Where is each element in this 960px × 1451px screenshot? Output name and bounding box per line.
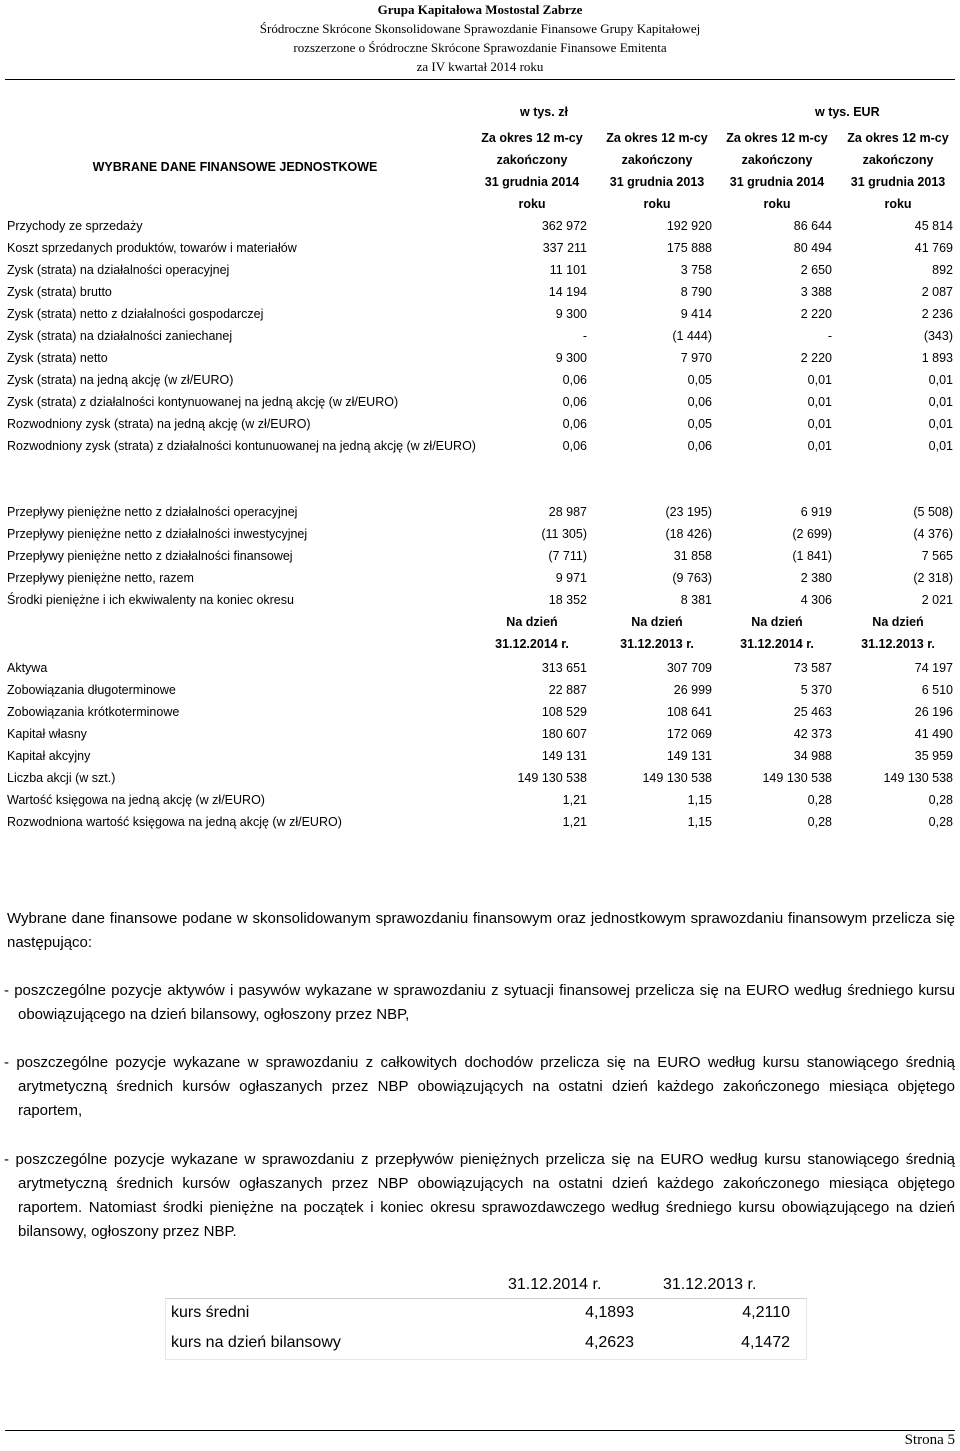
row-value-col4: 0,01 xyxy=(928,439,953,453)
table-row xyxy=(0,347,960,369)
row-value-col3: 149 130 538 xyxy=(762,771,832,785)
page-number: Strona 5 xyxy=(904,1432,955,1448)
row-value-col1: 362 972 xyxy=(541,219,587,233)
row-value-col3: 0,01 xyxy=(807,395,832,409)
table-row xyxy=(0,545,960,567)
row-value-col1: 9 971 xyxy=(555,571,587,585)
date-header-2 xyxy=(597,611,717,655)
row-label: Zysk (strata) na działalności operacyjnej xyxy=(7,263,230,277)
table-row xyxy=(0,391,960,413)
date-header-3 xyxy=(717,611,837,655)
row-value-col3: 4 306 xyxy=(800,593,832,607)
balance-date-headers xyxy=(0,611,960,657)
row-label: Kapitał własny xyxy=(7,727,87,741)
row-value-col3: 25 463 xyxy=(793,705,832,719)
row-label: Zobowiązania długoterminowe xyxy=(7,683,176,697)
report-period: za IV kwartał 2014 roku xyxy=(416,59,544,74)
rates-head-2013: 31.12.2013 r. xyxy=(663,1276,757,1293)
table-row xyxy=(0,723,960,745)
column-header-line: Za okres 12 m-cy xyxy=(847,131,949,145)
row-label: Zysk (strata) netto z działalności gospodarczej xyxy=(7,307,264,321)
row-value-col1: - xyxy=(582,329,587,343)
column-header-3 xyxy=(717,127,837,215)
row-value-col2: 31 858 xyxy=(673,549,712,563)
row-value-col3: 34 988 xyxy=(793,749,832,763)
row-label: Środki pieniężne i ich ekwiwalenty na koniec okresu xyxy=(7,593,294,607)
table-row xyxy=(0,215,960,237)
row-value-col3: 2 220 xyxy=(800,307,832,321)
footer-rule xyxy=(5,1430,955,1431)
rates-grid xyxy=(165,1298,807,1360)
row-value-col4: 1 893 xyxy=(921,351,953,365)
row-value-col3: 2 650 xyxy=(800,263,832,277)
row-value-col3: 73 587 xyxy=(793,661,832,675)
rate-balance-2013: 4,1472 xyxy=(741,1334,790,1351)
column-header-line: roku xyxy=(763,197,791,211)
row-label: Zysk (strata) na działalności zaniechanej xyxy=(7,329,233,343)
rate-balance-2014: 4,2623 xyxy=(585,1334,634,1351)
row-value-col4: 0,01 xyxy=(928,395,953,409)
row-value-col1: 0,06 xyxy=(562,395,587,409)
row-value-col4: (343) xyxy=(923,329,953,343)
row-value-col2: 3 758 xyxy=(680,263,712,277)
row-label: Koszt sprzedanych produktów, towarów i materiałów xyxy=(7,241,297,255)
date-header-line: Na dzień xyxy=(751,615,803,629)
column-header-line: 31 grudnia 2013 xyxy=(850,175,946,189)
table-row xyxy=(0,325,960,347)
rate-label-avg: kurs średni xyxy=(171,1304,250,1321)
row-value-col3: 80 494 xyxy=(793,241,832,255)
unit-eur: w tys. EUR xyxy=(815,105,880,119)
row-value-col3: (1 841) xyxy=(792,549,832,563)
row-value-col2: (18 426) xyxy=(665,527,712,541)
row-value-col3: 0,01 xyxy=(807,373,832,387)
row-value-col4: 0,28 xyxy=(928,793,953,807)
column-header-line: Za okres 12 m-cy xyxy=(726,131,828,145)
row-value-col1: 0,06 xyxy=(562,373,587,387)
rate-avg-2013: 4,2110 xyxy=(742,1304,790,1321)
table-row xyxy=(0,679,960,701)
rates-head-2014: 31.12.2014 r. xyxy=(508,1276,602,1293)
row-value-col2: (1 444) xyxy=(672,329,712,343)
row-value-col4: 2 087 xyxy=(921,285,953,299)
date-header-line: Na dzień xyxy=(631,615,683,629)
row-value-col2: 9 414 xyxy=(680,307,712,321)
column-header-line: Za okres 12 m-cy xyxy=(481,131,583,145)
row-value-col2: 149 130 538 xyxy=(642,771,712,785)
row-value-col3: 0,01 xyxy=(807,439,832,453)
row-label: Zobowiązania krótkoterminowe xyxy=(7,705,180,719)
date-header-line: Na dzień xyxy=(872,615,924,629)
row-value-col2: 1,15 xyxy=(687,793,712,807)
table-row xyxy=(0,303,960,325)
row-value-col4: 149 130 538 xyxy=(883,771,953,785)
row-value-col2: 0,06 xyxy=(687,395,712,409)
table-row xyxy=(0,767,960,789)
document-header xyxy=(0,0,960,76)
row-value-col1: (11 305) xyxy=(541,527,587,541)
column-header-line: zakończony xyxy=(862,153,934,167)
row-value-col3: 5 370 xyxy=(800,683,832,697)
row-value-col4: 7 565 xyxy=(921,549,953,563)
table-row xyxy=(0,745,960,767)
column-header-line: zakończony xyxy=(621,153,693,167)
column-header-line: Za okres 12 m-cy xyxy=(606,131,708,145)
row-value-col4: 74 197 xyxy=(914,661,953,675)
table-row xyxy=(0,369,960,391)
column-header-4 xyxy=(838,127,958,215)
column-header-line: roku xyxy=(643,197,671,211)
row-value-col1: 0,06 xyxy=(562,417,587,431)
row-value-col4: 0,01 xyxy=(928,417,953,431)
table-row xyxy=(0,523,960,545)
row-label: Wartość księgowa na jedną akcję (w zł/EURO) xyxy=(7,793,265,807)
table-row xyxy=(0,657,960,679)
date-header-line: 31.12.2014 r. xyxy=(495,637,569,651)
table-row xyxy=(0,413,960,435)
row-value-col2: 307 709 xyxy=(666,661,712,675)
row-value-col3: 0,01 xyxy=(807,417,832,431)
table-row xyxy=(0,589,960,611)
row-label: Przepływy pieniężne netto z działalności finansowej xyxy=(7,549,293,563)
row-value-col2: 108 641 xyxy=(666,705,712,719)
row-label: Aktywa xyxy=(7,661,48,675)
column-header-line: 31 grudnia 2014 xyxy=(729,175,825,189)
row-value-col4: (4 376) xyxy=(913,527,953,541)
row-label: Rozwodniona wartość księgowa na jedną akcję (w zł/EURO) xyxy=(7,815,342,829)
row-value-col3: 0,28 xyxy=(807,793,832,807)
row-value-col2: 1,15 xyxy=(687,815,712,829)
rate-avg-2014: 4,1893 xyxy=(585,1304,634,1321)
row-value-col1: 180 607 xyxy=(541,727,587,741)
row-label: Zysk (strata) brutto xyxy=(7,285,112,299)
row-value-col2: 0,06 xyxy=(687,439,712,453)
row-value-col4: 0,28 xyxy=(928,815,953,829)
row-value-col2: 172 069 xyxy=(666,727,712,741)
row-value-col4: 35 959 xyxy=(914,749,953,763)
conversion-intro: Wybrane dane finansowe podane w skonsolidowanym sprawozdaniu finansowym oraz jednostkowym sprawozdaniu finansowym przelicza się następująco: xyxy=(7,910,955,951)
column-header-line: zakończony xyxy=(741,153,813,167)
row-value-col2: 192 920 xyxy=(666,219,712,233)
row-value-col1: 108 529 xyxy=(541,705,587,719)
row-value-col1: 1,21 xyxy=(562,815,587,829)
row-label: Rozwodniony zysk (strata) z działalności kontunuowanej na jedną akcję (w zł/EURO) xyxy=(7,439,476,453)
table-row xyxy=(0,237,960,259)
row-value-col4: 892 xyxy=(932,263,953,277)
row-value-col3: 86 644 xyxy=(793,219,832,233)
row-label: Zysk (strata) na jedną akcję (w zł/EURO) xyxy=(7,373,234,387)
column-header-line: roku xyxy=(884,197,912,211)
row-value-col4: 26 196 xyxy=(914,705,953,719)
date-header-1 xyxy=(472,611,592,655)
row-label: Przepływy pieniężne netto z działalności operacyjnej xyxy=(7,505,298,519)
table-row xyxy=(0,811,960,833)
row-value-col4: 2 236 xyxy=(921,307,953,321)
row-value-col2: 8 381 xyxy=(680,593,712,607)
column-header-2 xyxy=(597,127,717,215)
row-value-col2: 175 888 xyxy=(666,241,712,255)
conversion-rule-income: - poszczególne pozycje wykazane w sprawozdaniu z całkowitych dochodów przelicza się na EURO według kursu stanowiącego średnią arytmetyczną średnich kursów ogłaszanych przez NBP obowiązujących na ostatni dzień każdego zakończonego miesiąca objętego raportem, xyxy=(4,1054,955,1119)
row-label: Zysk (strata) z działalności kontynuowanej na jedną akcję (w zł/EURO) xyxy=(7,395,399,409)
row-value-col2: 149 131 xyxy=(666,749,712,763)
row-value-col3: 6 919 xyxy=(800,505,832,519)
row-label: Przychody ze sprzedaży xyxy=(7,219,143,233)
row-value-col2: 26 999 xyxy=(673,683,712,697)
row-value-col4: 6 510 xyxy=(921,683,953,697)
table-row xyxy=(0,567,960,589)
company-name: Grupa Kapitałowa Mostostal Zabrze xyxy=(377,2,583,17)
row-value-col3: - xyxy=(827,329,832,343)
row-value-col2: 0,05 xyxy=(687,373,712,387)
row-label: Kapitał akcyjny xyxy=(7,749,91,763)
row-value-col4: 45 814 xyxy=(914,219,953,233)
table-row xyxy=(0,501,960,523)
row-value-col4: (5 508) xyxy=(913,505,953,519)
column-header-line: roku xyxy=(518,197,546,211)
row-value-col1: 337 211 xyxy=(542,241,587,255)
column-header-1 xyxy=(472,127,592,215)
date-header-line: 31.12.2013 r. xyxy=(861,637,935,651)
row-value-col1: 313 651 xyxy=(541,661,587,675)
date-header-line: Na dzień xyxy=(506,615,558,629)
row-value-col4: 2 021 xyxy=(921,593,953,607)
row-value-col1: (7 711) xyxy=(548,549,587,563)
financial-data-table xyxy=(0,105,960,833)
row-value-col3: 42 373 xyxy=(793,727,832,741)
date-header-line: 31.12.2014 r. xyxy=(740,637,814,651)
row-value-col2: (9 763) xyxy=(672,571,712,585)
row-value-col2: 0,05 xyxy=(687,417,712,431)
row-value-col3: (2 699) xyxy=(792,527,832,541)
column-header-line: 31 grudnia 2014 xyxy=(484,175,580,189)
row-value-col4: 41 490 xyxy=(914,727,953,741)
report-title-line3: rozszerzone o Śródroczne Skrócone Sprawozdanie Finansowe Emitenta xyxy=(293,40,667,55)
conversion-rule-balance: - poszczególne pozycje aktywów i pasywów wykazane w sprawozdaniu z sytuacji finansowej przelicza się na EURO według średniego kursu obowiązującego na dzień bilansowy, ogłoszony przez NBP, xyxy=(4,982,955,1023)
unit-pln: w tys. zł xyxy=(520,105,568,119)
row-value-col1: 149 130 538 xyxy=(517,771,587,785)
row-value-col1: 149 131 xyxy=(541,749,587,763)
row-value-col1: 9 300 xyxy=(555,307,587,321)
row-value-col1: 22 887 xyxy=(548,683,587,697)
header-rule xyxy=(5,79,955,80)
row-value-col1: 9 300 xyxy=(555,351,587,365)
conversion-rule-cashflow: - poszczególne pozycje wykazane w sprawozdaniu z przepływów pieniężnych przelicza się na EURO według kursu stanowiącego średnią arytmetyczną średnich kursów ogłaszanych przez NBP obowiązujących na ostatni dzień każdego zakończonego miesiąca objętego raportem. Natomiast środki pieniężne na początek i koniec okresu sprawozdawczego według średniego kursu obowiązującego na dzień bilansowy, ogłoszony przez NBP. xyxy=(4,1151,955,1240)
row-value-col2: (23 195) xyxy=(665,505,712,519)
row-label: Przepływy pieniężne netto z działalności inwestycyjnej xyxy=(7,527,308,541)
column-header-line: 31 grudnia 2013 xyxy=(609,175,705,189)
row-value-col1: 11 101 xyxy=(549,263,587,277)
report-title-line2: Śródroczne Skrócone Skonsolidowane Sprawozdanie Finansowe Grupy Kapitałowej xyxy=(259,21,701,36)
section-title: WYBRANE DANE FINANSOWE JEDNOSTKOWE xyxy=(92,160,378,174)
row-value-col2: 7 970 xyxy=(680,351,712,365)
table-row xyxy=(0,701,960,723)
row-label: Rozwodniony zysk (strata) na jedną akcję (w zł/EURO) xyxy=(7,417,311,431)
date-header-line: 31.12.2013 r. xyxy=(620,637,694,651)
table-row xyxy=(0,259,960,281)
row-value-col1: 14 194 xyxy=(548,285,587,299)
row-value-col4: 0,01 xyxy=(928,373,953,387)
table-row xyxy=(0,789,960,811)
row-label: Liczba akcji (w szt.) xyxy=(7,771,116,785)
row-value-col3: 2 380 xyxy=(800,571,832,585)
row-value-col4: (2 318) xyxy=(913,571,953,585)
table-header xyxy=(0,105,960,215)
row-value-col1: 18 352 xyxy=(548,593,587,607)
date-header-4 xyxy=(838,611,958,655)
rate-label-balance: kurs na dzień bilansowy xyxy=(171,1334,341,1351)
table-row xyxy=(0,435,960,479)
row-value-col3: 0,28 xyxy=(807,815,832,829)
row-value-col3: 3 388 xyxy=(800,285,832,299)
row-value-col4: 41 769 xyxy=(914,241,953,255)
row-value-col2: 8 790 xyxy=(680,285,712,299)
row-value-col1: 1,21 xyxy=(562,793,587,807)
column-header-line: zakończony xyxy=(496,153,568,167)
row-label: Zysk (strata) netto xyxy=(7,351,108,365)
row-value-col3: 2 220 xyxy=(800,351,832,365)
row-value-col1: 0,06 xyxy=(562,439,587,453)
row-value-col1: 28 987 xyxy=(548,505,587,519)
table-row xyxy=(0,281,960,303)
row-label: Przepływy pieniężne netto, razem xyxy=(7,571,194,585)
